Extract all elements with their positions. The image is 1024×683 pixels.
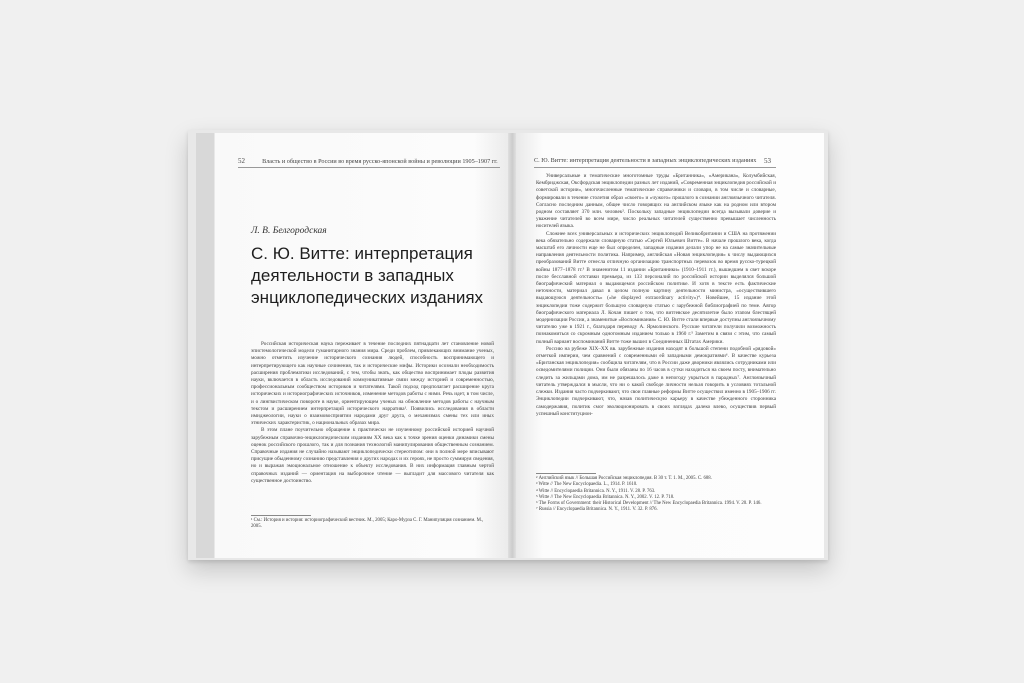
left-footnote-rule bbox=[251, 515, 311, 516]
right-running-head-row bbox=[534, 157, 756, 165]
right-paragraph: Россию на рубеже XIX–XX вв. зарубежные издания находят в большой степени подобной «рядовой» отметкой империи, чем сравнений с современными ей западными демократиями⁶. В качестве курьеза «Британская энциклопедия» сообщила читателям, что в России даже дворники являлись сотрудниками или осведомителями полиции. Они были обязаны по 16 часов в сутки находиться на своем посту, внимательно следить за жильцами дома, им не разрешалось даже в непогоду укрыться в парадных⁷. Англоязычный читатель утверждался в мысли, что ни о какой свободе личности нельзя говорить в условиях тотальной слежки. Издания часто подчеркивают, что свои главные реформы Витте осуществил именно в 1905–1906 гг. Энциклопедии подчеркивают, что, начав политическую карьеру в качестве убежденного сторонника самодержавия, политик смог эволюционировать в своих взглядах далеко влево, осуществив первый успешный конституцион- bbox=[536, 345, 776, 417]
left-running-head: Власть и общество в России во время русско-японской войны и революции 1905–1907 гг. bbox=[262, 158, 498, 165]
footnote: ⁴ Witte // Encyclopaedia Britannica. N. Y., 1911. V. 28. P. 763. bbox=[536, 488, 656, 494]
right-paragraph: Универсальные и тематические многотомные труды «Британника», «Американа», Колумбийская, Кембриджская, Оксфордская энциклопедии разных лет изданий, «Современная энциклопедия российской и советской истории», многочисленные тематические справочники и словари, в том числе и словарные, формировали в течение столетия образ «своего» и «чужого» прошлого в сознании англоязычного читателя. Согласно последним данным, общее число говорящих на английском языке как на родном или втором родном составляет 370 млн. человек². Поскольку западные энциклопедии всегда вызывали доверие и уважение читателей во всем мире, число реальных читателей существенно превышает численность носителей языка. bbox=[536, 173, 776, 230]
footnote: ⁶ The Forms of Government: their Historical Development // The New Encyclopaedia Britannica. 1994. V. 20. P. 146. bbox=[536, 501, 762, 507]
footnote: ⁷ Russia // Encyclopaedia Britannica. N. Y., 1911. V. 32. P. 876. bbox=[536, 507, 658, 513]
left-paragraph: Российская историческая наука переживает в течение последних пятнадцати лет становление новой эпистемологической модели гуманитарного знания мира. Среди проблем, привлекающих внимание ученых, можно отметить изучение исторического сознания людей, способность воспринимающего и интерпретирующего как научные сочинения, так и исторические мифы. Историки осознали необходимость расширения проблематики исследований, с тем, чтобы знать, как общество воспринимает плоды развития науки, включается в область исследований коммуникативные связи между историей и современностью, профессиональным сообществом историков и читателями. Такой подход предполагает расширение круга исторических и историографических источников, изменение методов работы с ними. Речь идет, в том числе, и о лингвистическом повороте в науке, ориентирующем ученых на обновление методов работы с научным текстом и расширением интерпретаций исторического нарратива¹. Появились исследования в области имиджеологии, науки о взаимовосприятии народами друг друга, о механизмах смены тех или иных этнических характеристик, о национальных образах мира. bbox=[251, 341, 494, 427]
left-running-head-row bbox=[238, 157, 498, 166]
right-body-text bbox=[536, 173, 776, 418]
article-author: Л. В. Белгородская bbox=[251, 226, 327, 236]
left-header-rule bbox=[238, 167, 500, 168]
right-footnote-rule bbox=[536, 473, 596, 474]
left-footnotes bbox=[251, 518, 494, 531]
footnote: ² Английский язык // Большая Российская энциклопедия. В 30 т. Т. 1. М., 2005. С. 688. bbox=[536, 476, 712, 481]
footnote: ⁵ Witte // The New Encyclopaedia Britannica. N. Y., 2002. V. 12. P. 718. bbox=[536, 494, 675, 500]
right-header-rule bbox=[534, 167, 776, 168]
footnote: ¹ См.: История и история: историографический вестник. М., 2005; Каро-Мурза С. Г. Манипуляция сознанием. М., 2005. bbox=[251, 518, 484, 530]
footnote: ³ Witte // The New Encyclopaedia. L., 1914. P. 1610. bbox=[536, 482, 638, 488]
right-footnotes bbox=[536, 476, 776, 514]
right-running-head: С. Ю. Витте: интерпретация деятельности в западных энциклопедических изданиях bbox=[534, 157, 757, 164]
book-gutter bbox=[508, 133, 516, 558]
right-page bbox=[512, 133, 824, 558]
right-page-number: 53 bbox=[764, 157, 771, 165]
left-page bbox=[196, 133, 512, 558]
article-title: С. Ю. Витте: интерпретация деятельности в западных энциклопедических изданиях bbox=[251, 244, 484, 307]
left-paragraph: В этом плане поучительно обращение к практически не изученному российской историей научной зарубежным справочно-энциклопедическим изданиям XX века как к точке зрения оценки динамики смены оценок российского прошлого, так и для познания технологий манипулирования общественным сознанием. Справочные издания не случайно называют энциклопедически стереотипом: они в полной мере вписывают присущие обыденному сознанию представления о других народах и их героях, не просто суммируя сведения, но и выражая эмоциональное отношение к объекту исследования. В них информация главным чертой справочных изданий — ориентация на выборочное чтение — выгладит для массового читателя как существенное достоинство. bbox=[251, 427, 494, 484]
left-page-number: 52 bbox=[238, 157, 245, 165]
left-body-text bbox=[251, 341, 494, 485]
right-paragraph: Сложнее всех универсальных и исторических энциклопедий Великобритании и США на протяжении века обязательно содержали словарную статью «Сергей Юльевич Витте». В начале прошлого века, когда масштаб его личности еще не был определен, западные издания делали упор не на самые значительные направления деятельности политика. Например, английская «Новая энциклопедия» к числу выдающихся преобразований Витте отнесла отличную организацию транспортных перевозок во время русско-турецкой войны 1877–1878 гг.³ В знаменитом 11 издании «Британники» (1910–1911 гг.), вышедшем в свет вскоре после бесславной отставки премьера, из 133 персоналий по российской истории выделялся большой биографический материал о выдающемся российском политике. И хотя в тексте есть фактические неточности, материал давал в целом полную картину деятельности министра, «осуществившего выдающуюся деятельность» («he displayed extraordinary activity»)⁴. Новейшее, 15 издание этой энциклопедии тоже содержит большую словарную статью с зарубежной библиографией по теме. Автор биографического материала Л. Кочан пишет о том, что витгевское десятилетие было этапом блестящей модернизации России, а знаменитые «Воспоминания» С. Ю. Витте стали впервые доступны англоязычному читателю уже в 1921 г., благодаря переводу А. Ярмолинского. Русские читатели получили возможность познакомиться со скромным однотомным изданием только в 1960 г.⁵ Заметим в связи с этим, что самый полный вариант воспоминаний Витте тоже вышел в Соединенных Штатах Америки. bbox=[536, 230, 776, 345]
